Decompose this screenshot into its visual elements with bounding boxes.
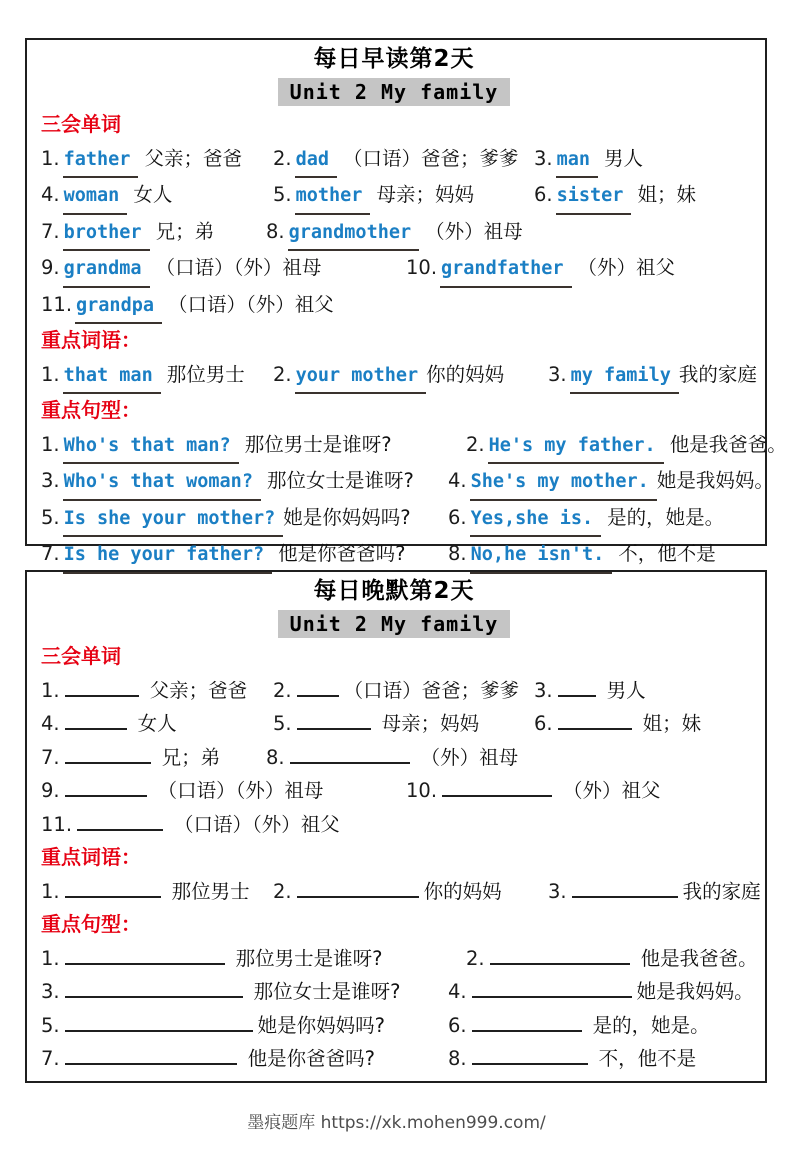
- blank-line[interactable]: [472, 1044, 588, 1065]
- word-zh: 母亲；妈妈: [376, 183, 474, 206]
- word-item: 11. grandpa （口语）（外）祖父: [41, 288, 747, 325]
- word-zh: （口语）（外）祖母: [155, 256, 322, 279]
- phrase-zh: 那位男士: [171, 879, 250, 903]
- sentence-row: [41, 1009, 747, 1043]
- blank-line[interactable]: [442, 776, 552, 797]
- card-title: 每日晚默第2天: [313, 578, 475, 604]
- blank-line[interactable]: [297, 877, 419, 898]
- word-en: dad: [295, 143, 337, 179]
- word-en: mother: [295, 179, 371, 215]
- phrase-item: 3. 我的家庭: [548, 875, 761, 909]
- word-item: 3. 男人: [534, 674, 747, 708]
- words-heading: 三会单词: [41, 112, 121, 136]
- sentence-item: 6. 是的，她是。: [448, 1009, 747, 1043]
- word-item: 1. father 父亲；爸爸: [41, 142, 273, 179]
- word-item: 5. mother 母亲；妈妈: [273, 178, 534, 215]
- word-zh: 母亲；妈妈: [381, 712, 480, 735]
- sentence-en: He's my father.: [488, 429, 664, 465]
- sentence-zh: 他是你爸爸吗?: [278, 542, 406, 565]
- sentence-en: She's my mother.: [470, 465, 657, 501]
- phrase-row: [41, 875, 761, 909]
- word-en: brother: [63, 216, 150, 252]
- word-zh: 女人: [133, 183, 173, 206]
- word-zh: 父亲；爸爸: [144, 146, 242, 170]
- word-zh: 女人: [137, 712, 177, 735]
- word-row: [41, 674, 747, 708]
- phrases-heading: 重点词语：: [41, 845, 141, 869]
- sentence-zh: 不，他不是: [618, 542, 716, 565]
- sentence-zh: 不，他不是: [598, 1047, 697, 1070]
- phrase-en: my family: [570, 359, 679, 395]
- unit-badge-wrap: [41, 78, 747, 108]
- word-zh: 姐；妹: [642, 712, 702, 735]
- word-en: grandfather: [440, 252, 572, 288]
- phrase-item: 3. my family 我的家庭: [548, 358, 757, 395]
- blank-line[interactable]: [472, 977, 632, 998]
- blank-line[interactable]: [65, 1011, 253, 1032]
- word-en: father: [63, 143, 139, 179]
- word-zh: （口语）（外）祖母: [157, 779, 324, 802]
- sentence-item: 2. He's my father. 他是我爸爸。: [466, 428, 787, 465]
- blank-line[interactable]: [472, 1011, 582, 1032]
- word-row: [41, 178, 747, 215]
- sentence-item: 1. 那位男士是谁呀?: [41, 942, 466, 976]
- blank-line[interactable]: [65, 944, 225, 965]
- word-zh: 姐；妹: [637, 183, 696, 206]
- word-row: [41, 707, 747, 741]
- word-item: 4. woman 女人: [41, 178, 273, 215]
- sentence-item: 6. Yes,she is. 是的，她是。: [448, 501, 747, 538]
- unit-badge-wrap: [41, 610, 747, 640]
- phrase-item: 2. 你的妈妈: [273, 875, 548, 909]
- phrase-item: 2. your mother 你的妈妈: [273, 358, 548, 395]
- blank-line[interactable]: [572, 877, 678, 898]
- word-item: 5. 母亲；妈妈: [273, 707, 534, 741]
- sentence-zh: 那位男士是谁呀?: [244, 432, 392, 456]
- sentence-row: [41, 942, 758, 976]
- words-heading: 三会单词: [41, 644, 121, 668]
- blank-line[interactable]: [77, 810, 163, 831]
- word-item: 7. brother 兄；弟: [41, 215, 266, 252]
- blank-line[interactable]: [297, 676, 339, 697]
- phrase-en: your mother: [295, 359, 427, 395]
- sentences-heading: 重点句型：: [41, 912, 141, 936]
- word-zh: 兄；弟: [161, 745, 221, 769]
- blank-line[interactable]: [65, 709, 127, 730]
- word-item: 6. sister 姐；妹: [534, 178, 747, 215]
- phrase-zh: 你的妈妈: [423, 879, 502, 903]
- word-row: [41, 215, 747, 252]
- blank-line[interactable]: [65, 676, 139, 697]
- sentence-zh: 那位女士是谁呀?: [253, 980, 401, 1003]
- blank-line[interactable]: [290, 743, 410, 764]
- word-en: sister: [556, 179, 632, 215]
- watermark-footer: [0, 1108, 793, 1133]
- word-zh: （外）祖父: [577, 256, 676, 279]
- word-row: [41, 808, 747, 842]
- word-item: 1. 父亲；爸爸: [41, 674, 273, 708]
- word-item: 8. （外）祖母: [266, 741, 747, 775]
- sentence-item: 1. Who's that man? 那位男士是谁呀?: [41, 428, 466, 465]
- sentence-zh: 他是我爸爸。: [640, 946, 758, 970]
- word-row: [41, 288, 747, 325]
- sentence-en: Is she your mother?: [63, 502, 284, 538]
- word-zh: （口语）爸爸；爹爹: [343, 146, 519, 170]
- sentence-row: [41, 975, 754, 1009]
- morning-reading-card: [25, 38, 787, 565]
- sentence-item: 8. No,he isn't. 不，他不是: [448, 537, 747, 574]
- blank-line[interactable]: [65, 743, 151, 764]
- word-row: [41, 142, 747, 179]
- sentence-zh: 那位男士是谁呀?: [235, 946, 383, 970]
- unit-title: Unit 2 My family: [278, 78, 511, 106]
- word-zh: 兄；弟: [155, 219, 215, 243]
- word-item: 10. grandfather （外）祖父: [406, 251, 747, 288]
- word-item: 7. 兄；弟: [41, 741, 266, 775]
- word-item: 3. man 男人: [534, 142, 747, 179]
- word-item: 8. grandmother （外）祖母: [266, 215, 747, 252]
- word-zh: （口语）（外）祖父: [174, 812, 340, 836]
- word-zh: （外）祖母: [420, 745, 519, 769]
- blank-line[interactable]: [490, 944, 630, 965]
- sentence-item: 5. Is she your mother? 她是你妈妈吗?: [41, 501, 448, 538]
- sentence-zh: 那位女士是谁呀?: [266, 469, 414, 492]
- sentence-item: 3. 那位女士是谁呀?: [41, 975, 448, 1009]
- sentence-row: [41, 428, 787, 465]
- word-item: 10. （外）祖父: [406, 774, 747, 808]
- word-item: 9. （口语）（外）祖母: [41, 774, 406, 808]
- watermark-text: 墨痕题库 https://xk.mohen999.com/: [237, 1108, 556, 1133]
- blank-line[interactable]: [297, 709, 371, 730]
- sentence-row: [41, 464, 774, 501]
- sentence-row: [41, 1042, 747, 1076]
- sentence-item: 5. 她是你妈妈吗?: [41, 1009, 448, 1043]
- evening-dictation-card: [25, 570, 767, 1083]
- sentence-item: 7. 他是你爸爸吗?: [41, 1042, 448, 1076]
- word-item: 2. dad （口语）爸爸；爹爹: [273, 142, 534, 179]
- unit-title: Unit 2 My family: [278, 610, 511, 638]
- blank-line[interactable]: [65, 877, 161, 898]
- sentences-heading: 重点句型：: [41, 398, 141, 422]
- sentence-en: Yes,she is.: [470, 502, 602, 538]
- blank-line[interactable]: [65, 1044, 237, 1065]
- sentence-en: Is he your father?: [63, 538, 272, 574]
- sentence-zh: 他是我爸爸。: [669, 432, 787, 456]
- word-en: grandpa: [75, 289, 162, 325]
- word-item: 9. grandma （口语）（外）祖母: [41, 251, 406, 288]
- sentence-item: 4. She's my mother. 她是我妈妈。: [448, 464, 774, 501]
- sentence-zh: 他是你爸爸吗?: [247, 1047, 375, 1070]
- sentence-zh: 是的，她是。: [607, 505, 725, 529]
- word-zh: （外）祖父: [563, 779, 661, 802]
- phrase-row: [41, 358, 757, 395]
- sentence-zh: 她是你妈妈吗?: [283, 505, 411, 529]
- phrase-zh: 你的妈妈: [426, 362, 505, 386]
- phrase-item: 1. 那位男士: [41, 875, 273, 909]
- word-zh: 男人: [606, 678, 646, 702]
- word-zh: （口语）（外）祖父: [167, 292, 334, 316]
- word-en: grandmother: [288, 216, 420, 252]
- word-item: 2. （口语）爸爸；爹爹: [273, 674, 534, 708]
- sentence-zh: 她是你妈妈吗?: [257, 1013, 385, 1037]
- blank-line[interactable]: [65, 776, 147, 797]
- sentence-item: 4. 她是我妈妈。: [448, 975, 754, 1009]
- sentence-en: Who's that woman?: [63, 465, 261, 501]
- word-item: 6. 姐；妹: [534, 707, 747, 741]
- word-item: 4. 女人: [41, 707, 273, 741]
- sentence-zh: 她是我妈妈。: [656, 469, 774, 492]
- blank-line[interactable]: [558, 676, 596, 697]
- sentence-zh: 是的，她是。: [592, 1013, 710, 1037]
- sentence-item: 8. 不，他不是: [448, 1042, 747, 1076]
- blank-line[interactable]: [65, 977, 243, 998]
- word-row: [41, 741, 747, 775]
- phrase-zh: 我的家庭: [682, 879, 761, 903]
- phrase-en: that man: [63, 359, 161, 395]
- sentence-row: [41, 537, 747, 574]
- phrase-item: 1. that man 那位男士: [41, 358, 273, 395]
- phrases-heading: 重点词语：: [41, 328, 141, 352]
- sentence-en: No,he isn't.: [470, 538, 613, 574]
- word-zh: （外）祖母: [425, 219, 523, 243]
- word-en: grandma: [63, 252, 150, 288]
- sentence-item: 7. Is he your father? 他是你爸爸吗?: [41, 537, 448, 574]
- word-en: man: [556, 143, 598, 179]
- phrase-zh: 我的家庭: [678, 362, 757, 386]
- word-en: woman: [63, 179, 128, 215]
- card-title: 每日早读第2天: [313, 46, 475, 72]
- word-zh: （口语）爸爸；爹爹: [343, 678, 520, 702]
- word-row: [41, 251, 747, 288]
- sentence-item: 2. 他是我爸爸。: [466, 942, 758, 976]
- phrase-zh: 那位男士: [166, 362, 245, 386]
- sentence-en: Who's that man?: [63, 429, 239, 465]
- word-item: 11. （口语）（外）祖父: [41, 808, 747, 842]
- sentence-zh: 她是我妈妈。: [636, 980, 754, 1003]
- blank-line[interactable]: [558, 709, 632, 730]
- sentence-row: [41, 501, 747, 538]
- word-row: [41, 774, 747, 808]
- word-zh: 父亲；爸爸: [149, 678, 248, 702]
- sentence-item: 3. Who's that woman? 那位女士是谁呀?: [41, 464, 448, 501]
- word-zh: 男人: [604, 146, 644, 170]
